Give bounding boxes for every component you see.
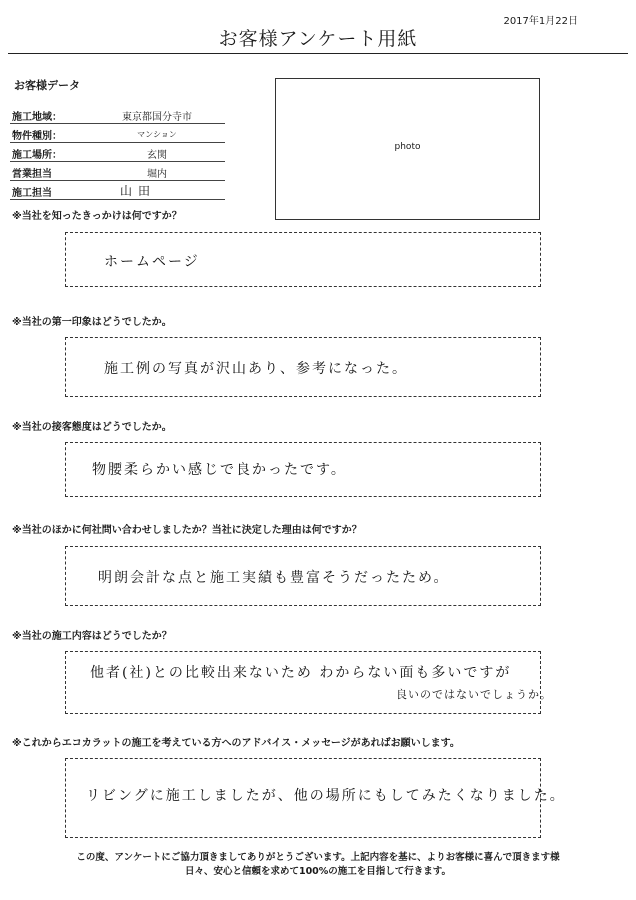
sales-rep-label: 営業担当	[12, 169, 52, 180]
property-type-value: マンション	[137, 130, 177, 139]
data-row-area	[10, 105, 225, 124]
page-title: お客様アンケート用紙	[218, 28, 418, 50]
answer-3: 物腰柔らかい感じで良かったです。	[92, 462, 347, 478]
answer-box-1	[65, 232, 541, 287]
data-row-property-type	[10, 124, 225, 143]
data-row-location	[10, 143, 225, 162]
answer-5-continued: 良いのではないでしょうか。	[396, 688, 552, 701]
footer-message	[0, 851, 636, 879]
answer-box-2	[65, 337, 541, 397]
location-label: 施工場所：	[12, 150, 62, 161]
question-5: ※当社の施工内容はどうでしたか？	[12, 631, 172, 642]
footer-line-2: 日々、安心と信頼を求めて100%の施工を目指して行きます。	[184, 866, 452, 877]
answer-box-5	[65, 651, 552, 714]
answer-box-6	[65, 758, 566, 838]
data-row-installer	[10, 181, 225, 200]
answer-box-3	[65, 442, 541, 497]
survey-date: 2017年1月22日	[503, 16, 578, 27]
title-divider	[8, 53, 628, 54]
photo-label: photo	[394, 142, 421, 152]
answer-5: 他者(社)との比較出来ないため わからない面も多いですが	[90, 665, 512, 681]
property-type-label: 物件種別：	[12, 131, 62, 142]
answer-1: ホームページ	[104, 254, 200, 270]
area-value: 東京都国分寺市	[122, 112, 192, 123]
photo-placeholder	[275, 78, 540, 220]
customer-data-heading: お客様データ	[14, 79, 80, 92]
question-4: ※当社のほかに何社問い合わせしましたか？当社に決定した理由は何ですか？	[12, 525, 362, 536]
area-label: 施工地域：	[12, 112, 62, 123]
question-3: ※当社の接客態度はどうでしたか。	[12, 422, 172, 433]
footer-line-1: この度、アンケートにご協力頂きましてありがとうございます。上記内容を基に、よりお客様に喜んで頂きます様	[76, 852, 560, 863]
question-6: ※これからエコカラットの施工を考えている方へのアドバイス・メッセージがあればお願いします。	[12, 738, 460, 749]
answer-box-4	[65, 546, 541, 606]
installer-value: 山田	[120, 184, 157, 198]
customer-data-table	[10, 105, 225, 200]
location-value: 玄関	[147, 150, 167, 161]
answer-6: リビングに施工しましたが、他の場所にもしてみたくなりました。	[86, 788, 566, 804]
sales-rep-value: 堀内	[147, 169, 167, 180]
installer-label: 施工担当	[12, 188, 52, 199]
question-1: ※当社を知ったきっかけは何ですか？	[12, 211, 182, 222]
question-2: ※当社の第一印象はどうでしたか。	[12, 317, 172, 328]
answer-4: 明朗会計な点と施工実績も豊富そうだったため。	[98, 570, 450, 586]
data-row-sales-rep	[10, 162, 225, 181]
answer-2: 施工例の写真が沢山あり、参考になった。	[104, 361, 408, 377]
